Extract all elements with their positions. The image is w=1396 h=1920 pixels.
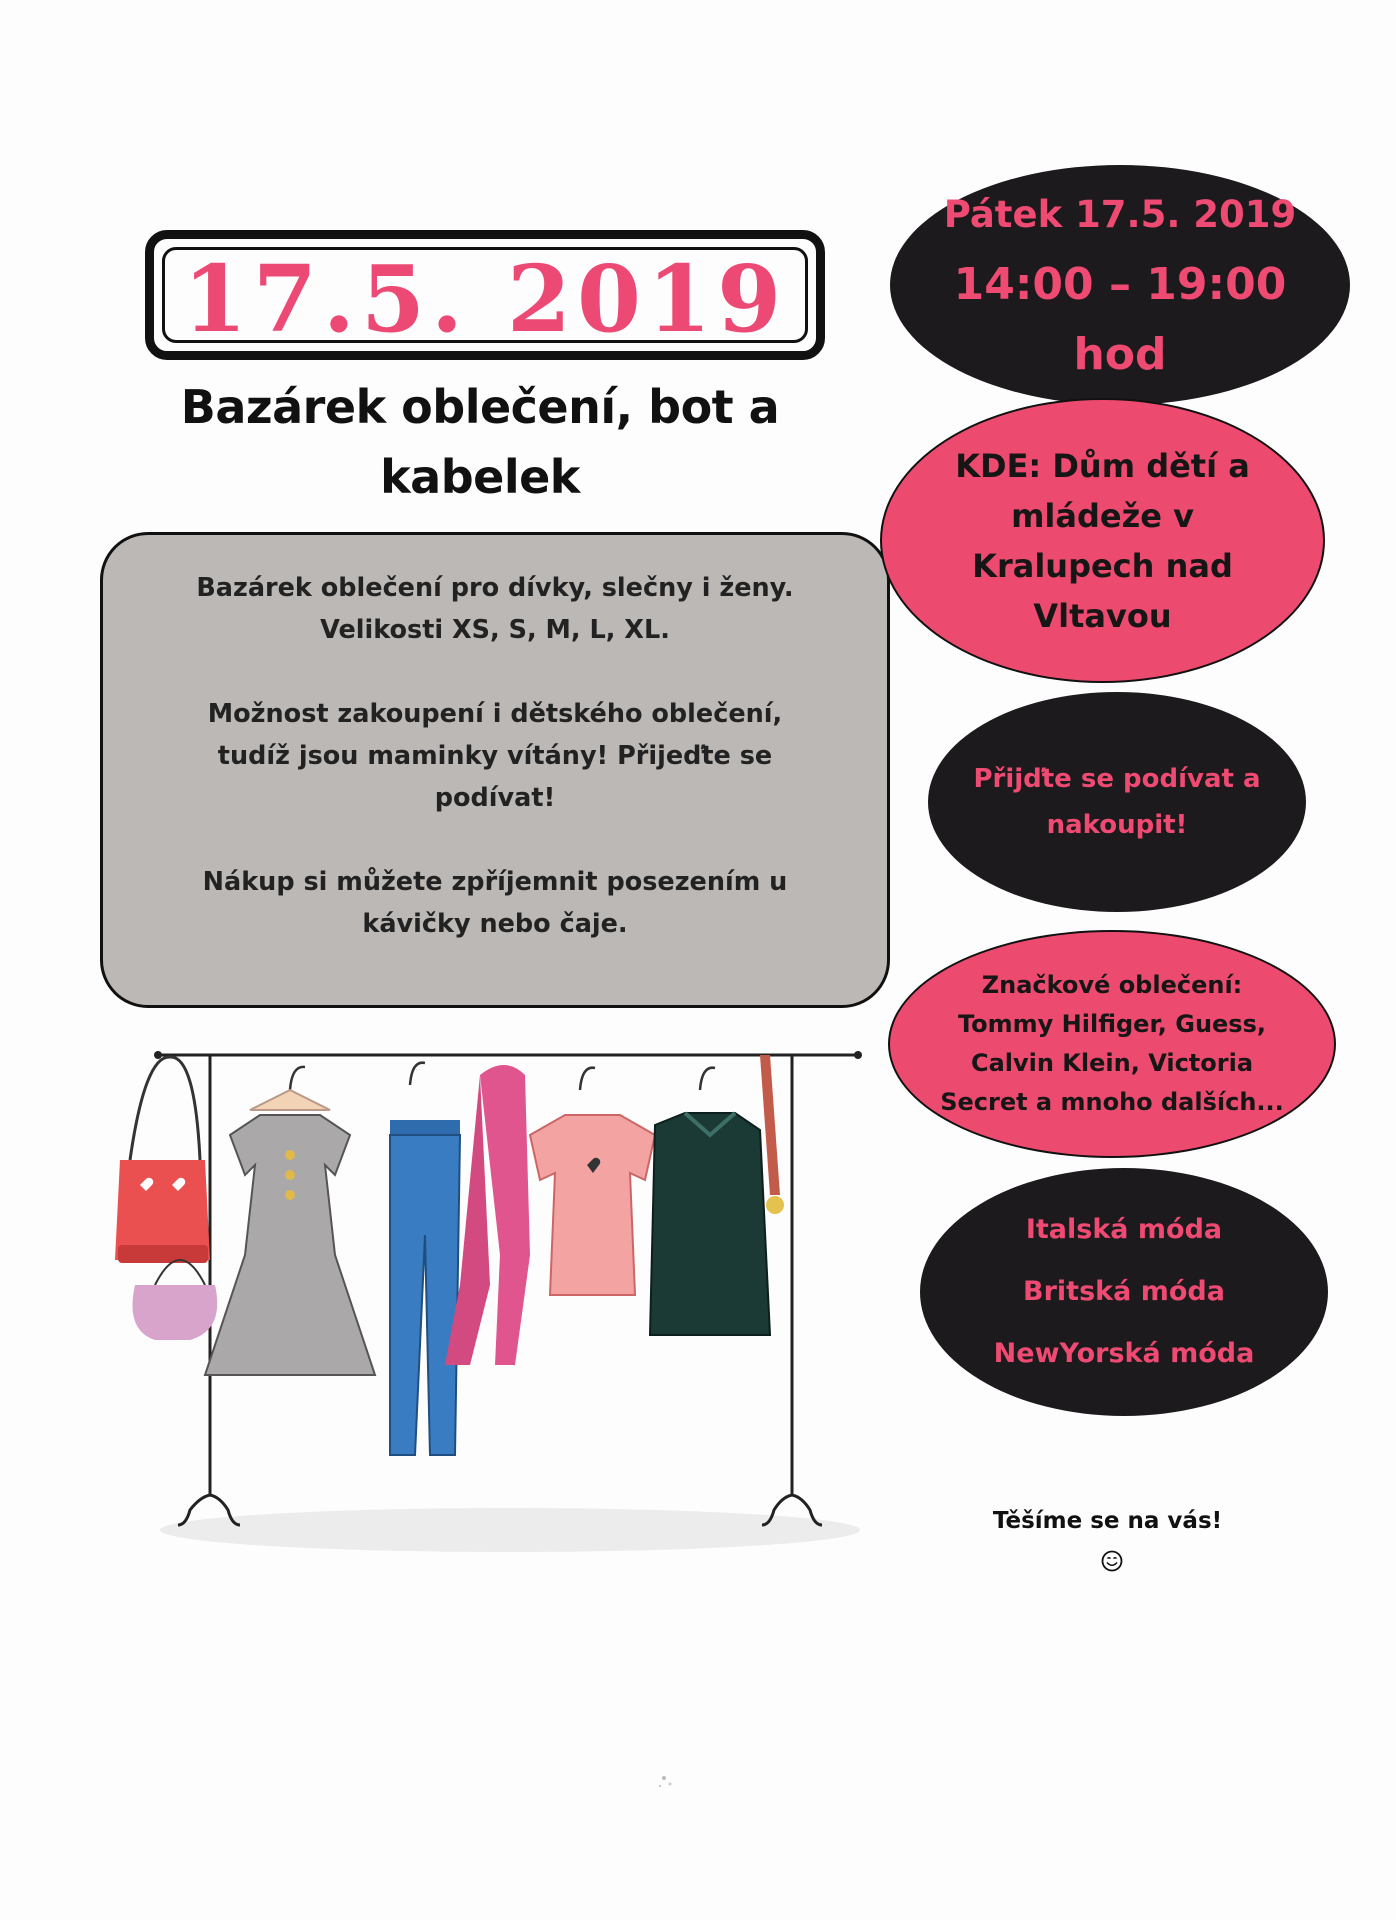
clothes-rack-illustration: [110, 1035, 880, 1570]
rack-shadow: [160, 1508, 860, 1552]
where-ellipse: [880, 398, 1325, 683]
title-line-2: kabelek: [380, 450, 580, 504]
when-ellipse: [890, 165, 1350, 405]
where-line-2: mládeže v: [1011, 496, 1194, 535]
info-p1-line1: Bazárek oblečení pro dívky, slečny i ženy.: [196, 573, 794, 603]
brands-line-1: Značkové oblečení:: [981, 971, 1243, 999]
invite-ellipse: [928, 692, 1306, 912]
decorative-speck: [650, 1770, 690, 1800]
date-banner-text: 17.5. 2019: [182, 245, 788, 353]
brands-line-4: Secret a mnoho dalších...: [940, 1088, 1284, 1116]
when-unit: hod: [1073, 329, 1167, 380]
closing-text: Těšíme se na vás!: [992, 1508, 1223, 1534]
dark-cardigan: [650, 1068, 770, 1335]
fashion-ellipse: [920, 1168, 1328, 1416]
info-paragraph-2: [123, 693, 867, 819]
when-time: 14:00 – 19:00: [953, 259, 1287, 310]
fashion-british: Britská móda: [1023, 1276, 1225, 1307]
smiley-icon: [1101, 1550, 1123, 1572]
when-day: Pátek 17.5. 2019: [943, 193, 1297, 236]
fashion-newyork: NewYorská móda: [993, 1338, 1255, 1369]
grey-dress: [205, 1067, 375, 1375]
info-paragraph-1: [123, 567, 867, 651]
blue-jeans: [390, 1063, 460, 1455]
where-line-1: KDE: Dům dětí a: [955, 446, 1250, 485]
info-p3-line2: kávičky nebo čaje.: [362, 909, 628, 939]
info-paragraph-3: [123, 861, 867, 945]
info-p2-line3: podívat!: [434, 783, 556, 813]
brands-line-2: Tommy Hilfiger, Guess,: [957, 1010, 1266, 1038]
info-p1-line2: Velikosti XS, S, M, L, XL.: [320, 615, 670, 645]
info-p2-line1: Možnost zakoupení i dětského oblečení,: [207, 699, 783, 729]
brands-ellipse: [888, 930, 1336, 1158]
where-line-3: Kralupech nad: [972, 546, 1233, 585]
title-line-1: Bazárek oblečení, bot a: [180, 380, 780, 434]
info-box: [100, 532, 890, 1008]
invite-line-1: Přijďte se podívat a: [973, 764, 1261, 794]
invite-line-2: nakoupit!: [1046, 810, 1188, 840]
date-banner: [145, 230, 825, 360]
pink-shirt: [530, 1068, 655, 1295]
pink-purse: [133, 1260, 218, 1340]
red-handbag: [115, 1057, 210, 1263]
where-line-4: Vltavou: [1033, 596, 1172, 635]
info-p2-line2: tudíž jsou maminky vítány! Přijeďte se: [217, 741, 773, 771]
brands-line-3: Calvin Klein, Victoria: [970, 1049, 1254, 1077]
info-p3-line1: Nákup si můžete zpříjemnit posezením u: [202, 867, 788, 897]
page-title: [140, 372, 820, 512]
fashion-italian: Italská móda: [1025, 1214, 1223, 1245]
